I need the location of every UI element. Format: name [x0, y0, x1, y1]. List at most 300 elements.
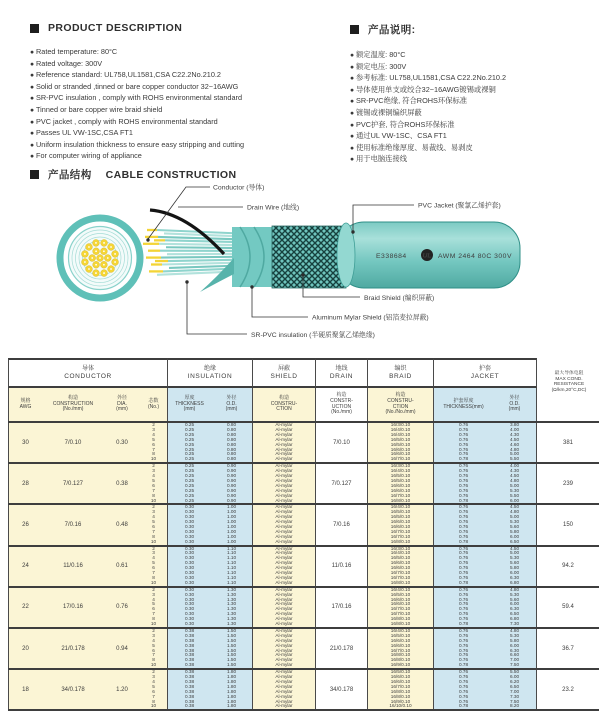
ins-od-cell [211, 547, 253, 586]
cell-line: 0.76 [458, 637, 469, 643]
cell-line: 7 [152, 446, 155, 452]
cell-line: 0.76 [458, 431, 469, 437]
cell-line: 0.76 [458, 683, 469, 689]
cell-line: 1.80 [226, 683, 237, 689]
cell-line: 16/5/0.10 [390, 441, 411, 447]
cell-line: Al-mylar [275, 533, 293, 539]
cell-line: 2 [152, 463, 155, 469]
cell-line: Al-mylar [275, 586, 293, 592]
cell-line: 6 [152, 482, 155, 488]
group-label-cn: 地线 [335, 365, 348, 372]
cell-line: Al-mylar [275, 698, 293, 704]
group-label-en: INSULATION [187, 372, 233, 380]
cell-line: 0.30 [184, 504, 195, 510]
cell-line: 8.20 [509, 703, 520, 709]
awg-cell: 30 [8, 423, 42, 462]
cell-line: 1.50 [226, 647, 237, 653]
cell-line: Al-mylar [275, 662, 293, 668]
cell-line: Al-mylar [275, 601, 293, 607]
cell-line: 0.76 [458, 523, 469, 529]
jacket-od-cell [493, 547, 537, 586]
group-header-row [8, 358, 599, 388]
group-header-jacket [434, 358, 537, 388]
ins-od-cell [211, 464, 253, 503]
cell-line: 4.00 [509, 426, 520, 432]
cell-line: 5.80 [509, 565, 520, 571]
cell-line: 16/4/0.10 [390, 504, 411, 510]
group-label-en: SHIELD [270, 372, 298, 380]
spec-table [8, 358, 599, 711]
cell-line: 10 [150, 456, 157, 462]
subheader-ins-thickness [168, 388, 211, 421]
cell-line: 0.76 [458, 632, 469, 638]
cell-line: Al-mylar [275, 632, 293, 638]
cell-line: Al-mylar [275, 596, 293, 602]
cell-line: Al-mylar [275, 616, 293, 622]
subheader-line: (No.) [147, 403, 160, 410]
cell-line: 0.30 [184, 621, 195, 627]
construction-title-cn: 产品结构 [48, 169, 92, 181]
cores-cell [140, 505, 168, 544]
cell-line: 6 [152, 688, 155, 694]
bullet-item: ● 镀锡或裸铜编织屏蔽 [350, 108, 600, 120]
cell-line: 4.50 [509, 545, 520, 551]
cell-line: 16/5/0.10 [390, 669, 411, 675]
cores-cell [140, 588, 168, 627]
cell-line: 4.80 [509, 586, 520, 592]
cell-line: 0.90 [226, 492, 237, 498]
braid-construction-cell [368, 670, 434, 709]
bullet-item: ● 额定电压: 300V [350, 62, 600, 74]
cell-line: 7.50 [509, 698, 520, 704]
cell-line: 1.10 [226, 565, 237, 571]
bullet-item: ● Solid or stranded ,tinned or bare copper conductor 32~16AWG [30, 82, 330, 94]
cell-line: 1.30 [226, 616, 237, 622]
cell-line: 10 [150, 538, 157, 544]
cell-line: 1.50 [226, 627, 237, 633]
cell-line: 16/3/0.10 [390, 545, 411, 551]
cell-line: 4 [152, 555, 155, 561]
cable-print-cert: E338684 [376, 253, 407, 260]
cell-line: Al-mylar [275, 637, 293, 643]
resistance-cell: 381 [562, 439, 573, 446]
cell-line: Al-mylar [275, 487, 293, 493]
cell-line: 0.76 [458, 477, 469, 483]
cell-line: 5.00 [509, 514, 520, 520]
cell-line: Al-mylar [275, 647, 293, 653]
product-description-en [30, 22, 330, 163]
cell-line: Al-mylar [275, 431, 293, 437]
cell-line: Al-mylar [275, 683, 293, 689]
cell-line: 16/9/0.10 [390, 662, 411, 668]
ins-thickness-cell [168, 588, 211, 627]
subheader-line: DIA. [117, 400, 127, 407]
table-row-awg-18 [8, 668, 599, 711]
cell-line: 4 [152, 472, 155, 478]
cell-line: Al-mylar [275, 456, 293, 462]
cell-line: Al-mylar [275, 446, 293, 452]
cell-line: 1.30 [226, 586, 237, 592]
resistance-header-line: MAX COND. [555, 376, 583, 382]
cell-line: 0.76 [458, 616, 469, 622]
table-row-awg-30 [8, 423, 599, 462]
cell-line: 0.30 [184, 579, 195, 585]
subheader-line: O.D. [226, 400, 237, 407]
cell-line: 0.76 [458, 688, 469, 694]
dia-cell: 0.38 [104, 464, 140, 503]
cell-line: Al-mylar [275, 492, 293, 498]
awg-cell: 26 [8, 505, 42, 544]
cell-line: 0.38 [184, 698, 195, 704]
square-bullet-icon [30, 24, 39, 33]
resistance-header-line: (Ω/km,20°C,DC) [551, 387, 587, 393]
cell-line: 0.80 [226, 431, 237, 437]
cell-line: 16/6/0.10 [390, 642, 411, 648]
cell-line: 5 [152, 519, 155, 525]
cell-line: 4.30 [509, 431, 520, 437]
cell-line: 16/7/0.10 [390, 647, 411, 653]
label-aluminum-mylar: Aluminum Mylar Shield (铝箔麦拉屏蔽) [312, 314, 429, 322]
cell-line: 5.80 [509, 637, 520, 643]
drain-construction-cell: 7/0.10 [316, 423, 368, 462]
cell-line: 0.30 [184, 574, 195, 580]
cell-line: 0.76 [458, 436, 469, 442]
cell-line: 16/5/0.10 [390, 514, 411, 520]
cell-line: 1.80 [226, 693, 237, 699]
subheader-line: 芯数 [148, 397, 159, 404]
cell-line: Al-mylar [275, 528, 293, 534]
cell-line: 1.50 [226, 632, 237, 638]
cell-line: 0.30 [184, 586, 195, 592]
group-label-cn: 绝缘 [203, 365, 216, 372]
en-bullet-list [30, 47, 330, 163]
resistance-header [539, 371, 599, 393]
cell-line: 0.76 [458, 606, 469, 612]
cell-line: 4 [152, 637, 155, 643]
cell-line: 16/3/0.10 [390, 463, 411, 469]
cell-line: 16/8/0.10 [390, 616, 411, 622]
subheader-awg [8, 388, 42, 421]
cable-print-spec: AWM 2464 80C 300V [438, 253, 512, 260]
bullet-item: ● SR-PVC insulation , comply with ROHS environmental standard [30, 93, 330, 105]
cell-line: 1.80 [226, 688, 237, 694]
cell-line: 0.80 [226, 436, 237, 442]
cell-line: 0.76 [458, 647, 469, 653]
cell-line: Al-mylar [275, 497, 293, 503]
cell-line: 5.60 [509, 523, 520, 529]
shield-construction-cell [253, 670, 316, 709]
cores-cell [140, 464, 168, 503]
cell-line: 0.76 [458, 550, 469, 556]
cell-line: 5 [152, 477, 155, 483]
cell-line: 8 [152, 451, 155, 457]
cell-line: 5.50 [509, 669, 520, 675]
cell-line: 16/7/0.10 [390, 570, 411, 576]
jacket-thickness-cell [434, 670, 493, 709]
subheader-line: 构造 [278, 394, 289, 401]
cell-line: 6.80 [509, 579, 520, 585]
cell-line: 8 [152, 616, 155, 622]
cell-line: 16/5/0.10 [390, 555, 411, 561]
cell-line: Al-mylar [275, 514, 293, 520]
subheader-line: (No./mm) [62, 406, 84, 413]
construction-cell: 34/0.178 [42, 670, 104, 709]
cell-line: 16/7/0.10 [390, 574, 411, 580]
braid-construction-cell [368, 547, 434, 586]
cell-line: 0.76 [458, 574, 469, 580]
awg-cell: 18 [8, 670, 42, 709]
cell-line: 16/7/0.10 [390, 683, 411, 689]
cell-line: 0.30 [184, 545, 195, 551]
cell-line: 16/6/0.10 [390, 482, 411, 488]
cell-line: 7 [152, 611, 155, 617]
shield-construction-cell [253, 505, 316, 544]
braid-construction-cell [368, 423, 434, 462]
shield-construction-cell [253, 547, 316, 586]
cell-line: 0.76 [458, 504, 469, 510]
cell-line: 0.76 [458, 596, 469, 602]
label-drain-wire: Drain Wire (地线) [247, 204, 300, 212]
cell-line: Al-mylar [275, 468, 293, 474]
bullet-item: ● Passes UL VW-1SC,CSA FT1 [30, 128, 330, 140]
cell-line: 16/5/0.10 [390, 509, 411, 515]
cell-line: 0.76 [458, 441, 469, 447]
cell-line: 3 [152, 426, 155, 432]
cell-line: 3 [152, 674, 155, 679]
subheader-line: 构造 [67, 394, 78, 401]
cell-line: 16/8/0.10 [390, 579, 411, 585]
dia-cell: 0.76 [104, 588, 140, 627]
ins-od-cell [211, 505, 253, 544]
cell-line: 0.76 [458, 601, 469, 607]
cell-line: 5.30 [509, 555, 520, 561]
cell-line: 16/4/0.10 [390, 550, 411, 556]
cell-line: 0.78 [458, 538, 469, 544]
cell-line: 0.30 [184, 611, 195, 617]
cell-line: 0.90 [226, 497, 237, 503]
drain-construction-cell: 21/0.178 [316, 629, 368, 668]
cell-line: 16/3/0.10 [390, 421, 411, 427]
cell-line: 1.30 [226, 596, 237, 602]
awg-cell: 20 [8, 629, 42, 668]
cell-line: 16/6/0.10 [390, 446, 411, 452]
construction-cell: 7/0.10 [42, 423, 104, 462]
subheader-line: O.D. [509, 400, 520, 407]
ins-thickness-cell [168, 670, 211, 709]
cell-line: Al-mylar [275, 611, 293, 617]
cell-line: 0.38 [184, 662, 195, 668]
jacket-od-cell [493, 464, 537, 503]
cell-line: Al-mylar [275, 678, 293, 684]
cell-line: 0.80 [226, 456, 237, 462]
cell-line: 5 [152, 683, 155, 689]
cell-line: 0.30 [184, 509, 195, 515]
jacket-thickness-cell [434, 423, 493, 462]
cell-line: 3 [152, 632, 155, 638]
cell-line: 0.25 [184, 446, 195, 452]
group-header-shield [253, 358, 316, 388]
jacket-thickness-cell [434, 547, 493, 586]
product-description-cn-title [350, 22, 600, 37]
subheader-line: CONSTRU- [387, 397, 414, 404]
cell-line: 0.76 [458, 468, 469, 474]
subheader-line: 外径 [509, 394, 520, 401]
table-row-awg-28 [8, 462, 599, 503]
jacket-od-cell [493, 670, 537, 709]
cell-line: 0.76 [458, 426, 469, 432]
cell-line: 1.30 [226, 601, 237, 607]
cell-line: 0.76 [458, 482, 469, 488]
cell-line: 6.00 [509, 674, 520, 679]
cell-line: 1.80 [226, 669, 237, 675]
cell-line: 0.25 [184, 468, 195, 474]
cell-line: Al-mylar [275, 426, 293, 432]
cell-line: 16/4/0.10 [390, 468, 411, 474]
subheader-line: 构造 [336, 391, 347, 398]
cn-bullet-list [350, 50, 600, 166]
cell-line: Al-mylar [275, 555, 293, 561]
cell-line: 16/8/0.10 [390, 652, 411, 658]
subheader-line: AWG [19, 403, 32, 410]
group-header-insulation [168, 358, 253, 388]
cell-line: Al-mylar [275, 441, 293, 447]
group-header-drain [316, 358, 368, 388]
cell-line: Al-mylar [275, 565, 293, 571]
cell-line: 1.00 [226, 514, 237, 520]
shield-construction-cell [253, 464, 316, 503]
cell-line: 0.30 [184, 533, 195, 539]
cell-line: 0.76 [458, 678, 469, 684]
bullet-item: ● PVC护套, 符合ROHS环保标准 [350, 120, 600, 132]
cell-line: 0.30 [184, 528, 195, 534]
cell-line: 7 [152, 487, 155, 493]
cell-line: 0.30 [184, 616, 195, 622]
cell-line: 0.76 [458, 514, 469, 520]
cell-line: Al-mylar [275, 538, 293, 544]
subheader-ins-od [211, 388, 253, 421]
cell-line: 16/9/0.10 [390, 698, 411, 704]
cell-line: 0.78 [458, 456, 469, 462]
cell-line: 5.50 [509, 492, 520, 498]
cell-line: 6.60 [509, 652, 520, 658]
cell-line: 6 [152, 647, 155, 653]
bullet-item: ● For computer wiring of appliance [30, 151, 330, 163]
subheader-line: UCTION [331, 403, 352, 410]
cell-line: 7.30 [509, 693, 520, 699]
cell-line: 0.38 [184, 703, 195, 709]
cell-line: 5.30 [509, 519, 520, 525]
cell-line: 0.25 [184, 421, 195, 427]
cell-line: 0.76 [458, 627, 469, 633]
cell-line: 0.30 [184, 591, 195, 597]
dia-cell: 0.61 [104, 547, 140, 586]
cell-line: 0.25 [184, 487, 195, 493]
cell-line: 16/5/0.10 [390, 632, 411, 638]
cell-line: 1.10 [226, 570, 237, 576]
cell-line: 0.25 [184, 451, 195, 457]
cell-line: 4.80 [509, 477, 520, 483]
bullet-item: ● 额定温度: 80°C [350, 50, 600, 62]
cell-line: 1.00 [226, 519, 237, 525]
resistance-cell: 59.4 [562, 604, 574, 611]
cell-line: Al-mylar [275, 436, 293, 442]
cell-line: 0.30 [184, 523, 195, 529]
drain-construction-cell: 11/0.16 [316, 547, 368, 586]
subheader-cores [140, 388, 168, 421]
cell-line: 10 [150, 703, 157, 709]
resistance-cell: 94.2 [562, 563, 574, 570]
cell-line: 6.50 [509, 683, 520, 689]
cell-line: 16/7/0.10 [390, 606, 411, 612]
cell-line: Al-mylar [275, 642, 293, 648]
ins-thickness-cell [168, 547, 211, 586]
label-conductor: Conductor (导体) [213, 184, 265, 192]
cell-line: 16/6/0.10 [390, 519, 411, 525]
cell-line: 3 [152, 468, 155, 474]
cell-line: Al-mylar [275, 550, 293, 556]
cores-cell [140, 629, 168, 668]
cell-line: 4.80 [509, 446, 520, 452]
cell-line: 0.90 [226, 487, 237, 493]
ins-thickness-cell [168, 629, 211, 668]
cell-line: Al-mylar [275, 451, 293, 457]
group-label-cn: 编织 [394, 365, 407, 372]
cell-line: 5 [152, 560, 155, 566]
cell-line: 6.00 [509, 570, 520, 576]
cell-line: 0.76 [458, 693, 469, 699]
cell-line: 0.76 [458, 669, 469, 675]
cell-line: 0.78 [458, 662, 469, 668]
cell-line: Al-mylar [275, 482, 293, 488]
cell-line: 4 [152, 596, 155, 602]
subheader-line: CONSTRUCTION [52, 400, 94, 407]
cell-line: 5.60 [509, 596, 520, 602]
cell-line: 3 [152, 550, 155, 556]
subheader-line: 规格 [20, 397, 31, 404]
cell-line: 0.76 [458, 611, 469, 617]
subheader-jacket-od [493, 388, 537, 421]
label-pvc-jacket: PVC Jacket (聚氯乙烯护套) [418, 202, 501, 210]
cell-line: 0.25 [184, 431, 195, 437]
subheader-drain-construction [316, 388, 368, 421]
cell-line: Al-mylar [275, 504, 293, 510]
cell-line: 7.00 [509, 657, 520, 663]
cell-line: 5.30 [509, 591, 520, 597]
cell-line: Al-mylar [275, 688, 293, 694]
cell-line: 1.80 [226, 678, 237, 684]
cell-line: 0.76 [458, 509, 469, 515]
cell-line: 16/6/0.10 [390, 523, 411, 529]
cell-line: 1.00 [226, 509, 237, 515]
bullet-item: ● Reference standard: UL758,UL1581,CSA C22.2No.210.2 [30, 70, 330, 82]
cell-line: 4 [152, 514, 155, 520]
cell-line: 1.00 [226, 538, 237, 544]
cell-line: Al-mylar [275, 606, 293, 612]
bullet-item: ● Uniform insulation thickness to ensure easy stripping and cutting [30, 140, 330, 152]
resistance-cell: 23.2 [562, 686, 574, 693]
cell-line: Al-mylar [275, 560, 293, 566]
cell-line: 16/6/0.10 [390, 565, 411, 571]
cell-line: 2 [152, 545, 155, 551]
cell-line: 1.50 [226, 637, 237, 643]
label-braid-shield: Braid Shield (编织屏蔽) [364, 295, 435, 302]
cell-line: 16/6/0.10 [390, 637, 411, 643]
cell-line: 8 [152, 492, 155, 498]
shield-construction-cell [253, 423, 316, 462]
cell-line: 0.80 [226, 441, 237, 447]
cell-line: 10 [150, 621, 157, 627]
cell-line: 0.90 [226, 482, 237, 488]
